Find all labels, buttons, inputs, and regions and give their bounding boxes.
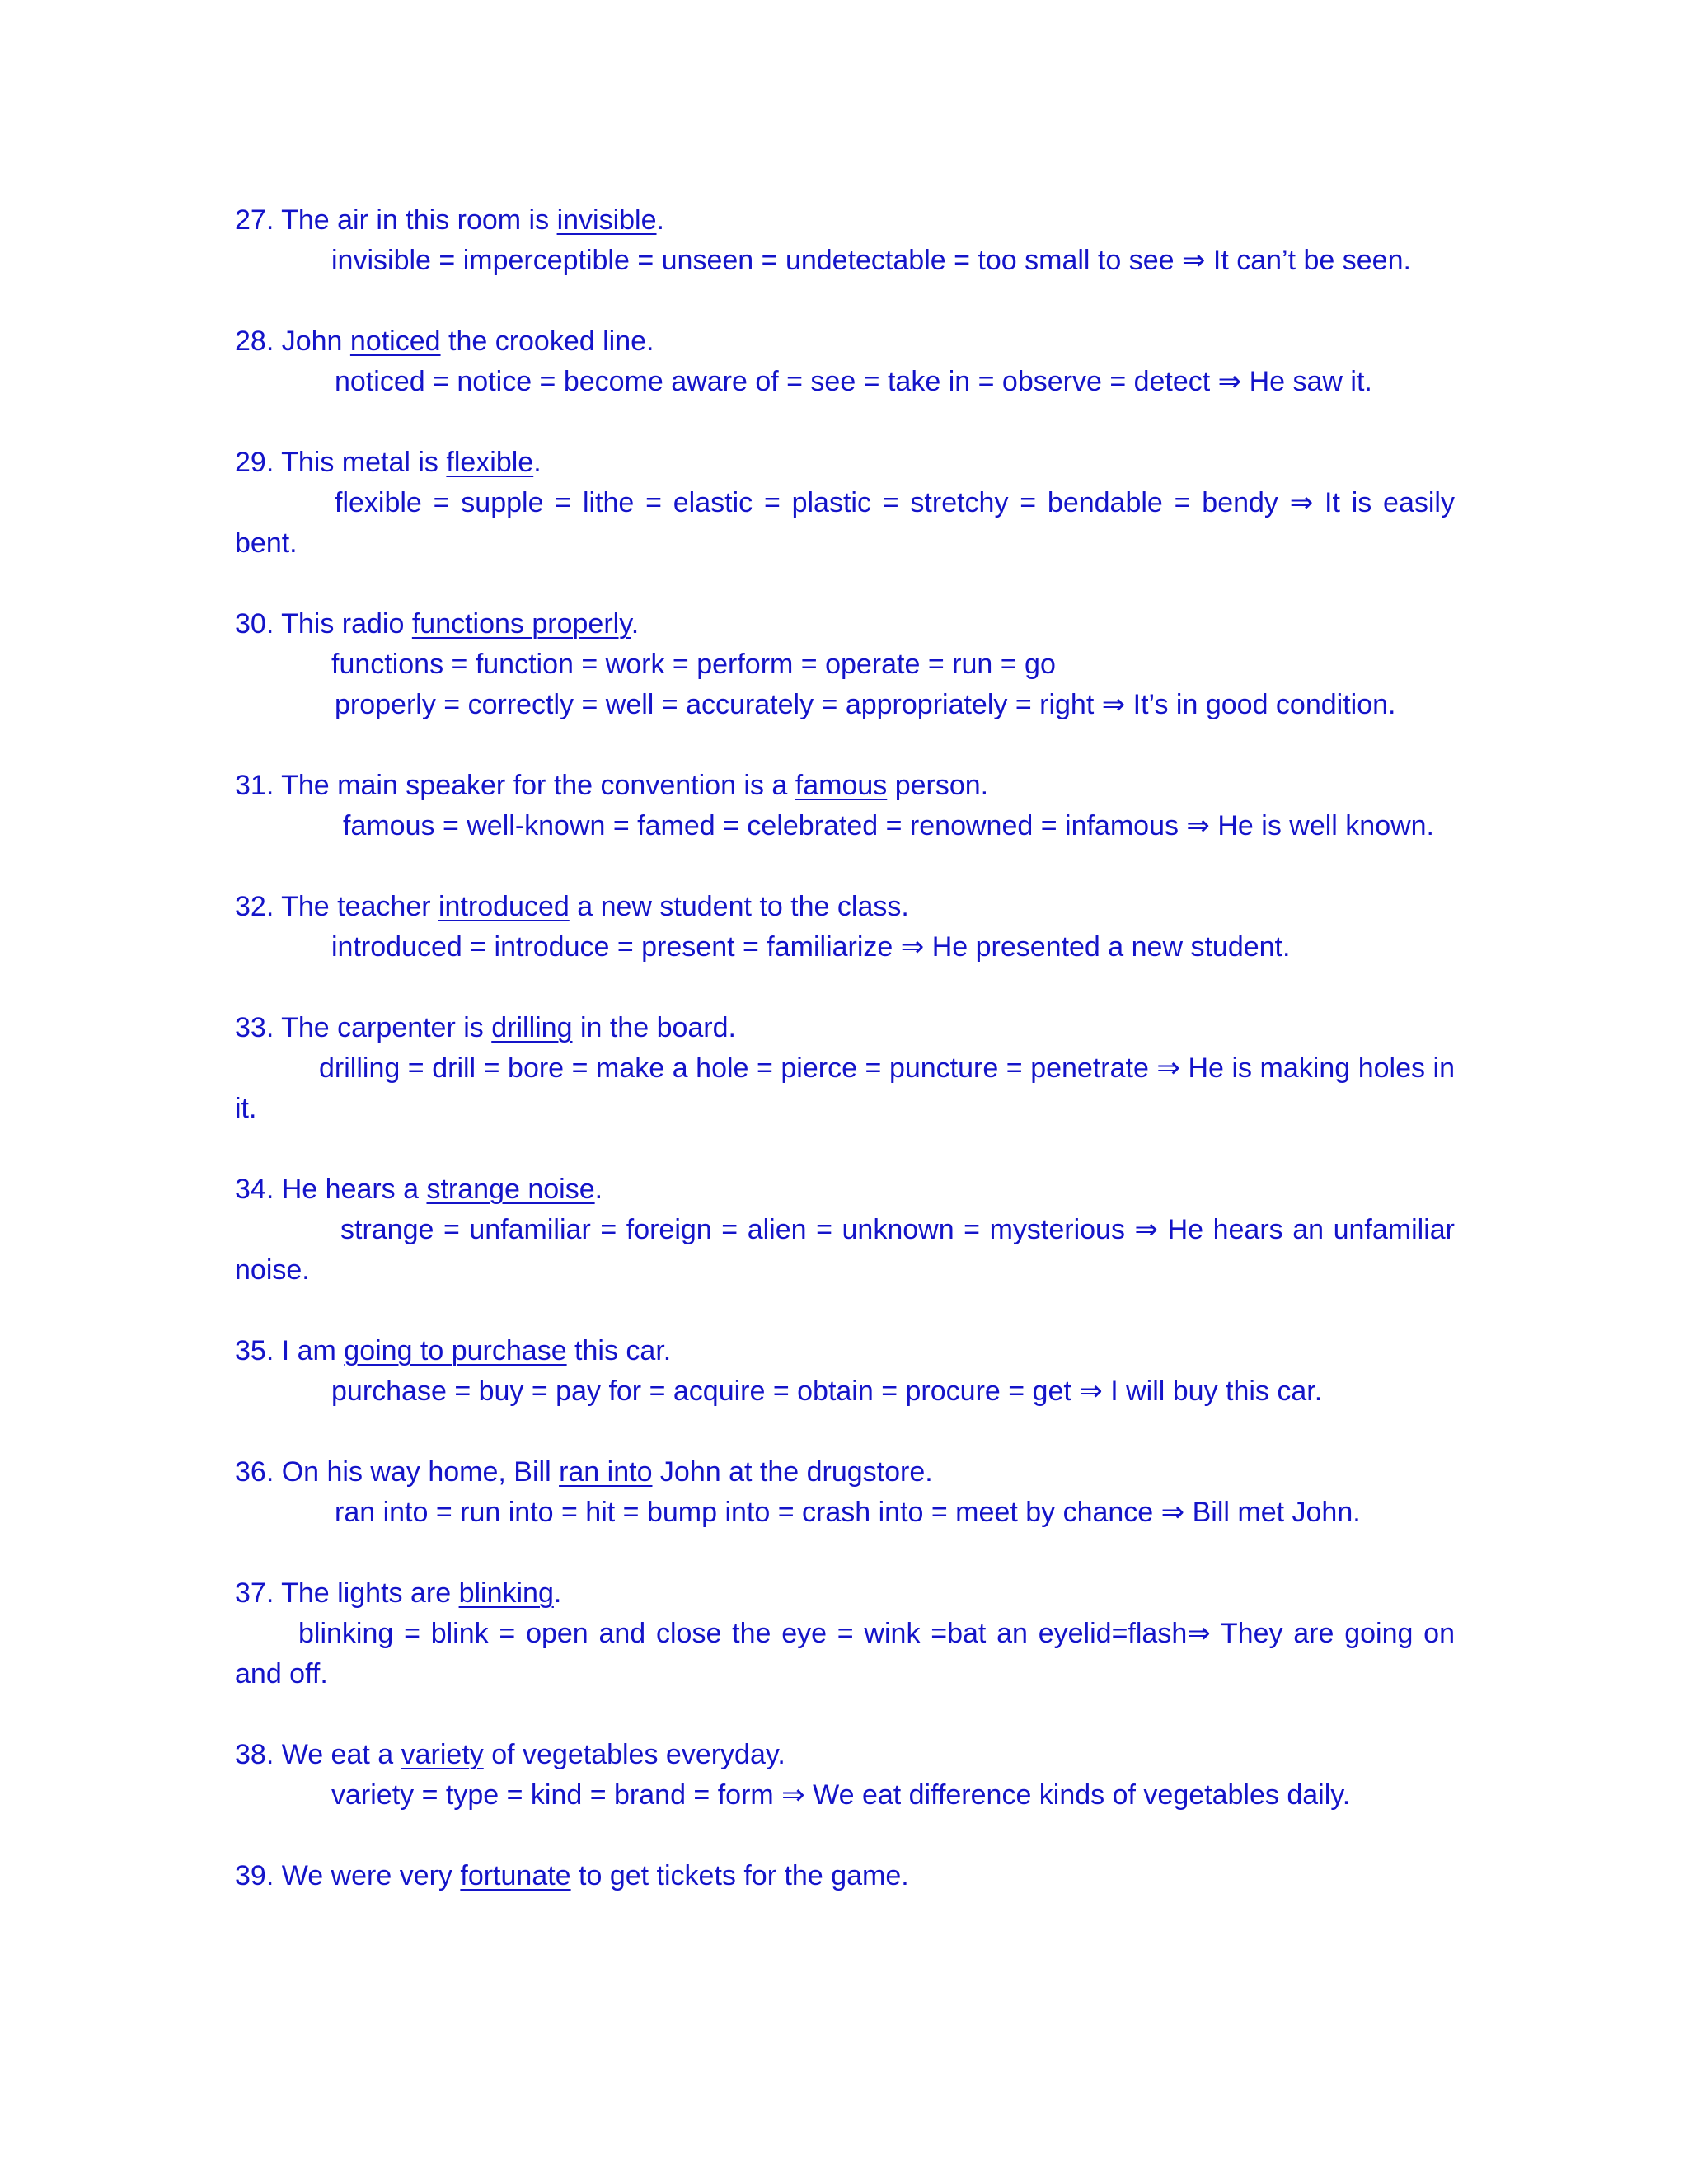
synonym-line: purchase = buy = pay for = acquire = obtain = procure = get ⇒ I will buy this car. <box>331 1376 1323 1407</box>
sentence-text: John at the drugstore. <box>652 1456 933 1488</box>
underlined-target-word: strange noise <box>426 1174 595 1205</box>
question-sentence <box>235 321 1455 362</box>
sentence-text: We eat a <box>281 1739 401 1770</box>
sentence-text: to get tickets for the game. <box>570 1860 909 1891</box>
sentence-text: this car. <box>566 1335 672 1366</box>
synonym-line: invisible = imperceptible = unseen = undetectable = too small to see ⇒ It can’t be seen. <box>331 245 1411 276</box>
question-sentence <box>235 1008 1455 1048</box>
sentence-text: This radio <box>281 608 412 640</box>
synonym-line: famous = well-known = famed = celebrated = renowned = infamous ⇒ He is well known. <box>343 810 1435 841</box>
entry-35 <box>235 1331 1455 1412</box>
sentence-text: The carpenter is <box>281 1012 492 1043</box>
entry-31 <box>235 766 1455 846</box>
entry-28 <box>235 321 1455 402</box>
question-number: 27. <box>235 204 282 236</box>
question-number: 30. <box>235 608 282 640</box>
synonym-line: blinking = blink = open and close the eye = wink =bat an eyelid=flash⇒ They are going on and off. <box>235 1618 1455 1690</box>
underlined-target-word: famous <box>795 770 888 801</box>
underlined-target-word: functions properly <box>411 608 631 640</box>
underlined-target-word: invisible <box>556 204 657 236</box>
question-sentence <box>235 1573 1455 1614</box>
question-sentence <box>235 443 1455 483</box>
question-sentence <box>235 1735 1455 1775</box>
question-number: 32. <box>235 891 282 922</box>
sentence-text: the crooked line. <box>440 326 654 357</box>
sentence-text: The lights are <box>281 1577 459 1609</box>
underlined-target-word: going to purchase <box>344 1335 567 1366</box>
underlined-target-word: blinking <box>458 1577 554 1609</box>
question-number: 33. <box>235 1012 282 1043</box>
question-sentence <box>235 887 1455 927</box>
sentence-text: person. <box>887 770 989 801</box>
entry-27 <box>235 200 1455 281</box>
sentence-text: in the board. <box>572 1012 736 1043</box>
sentence-text: The teacher <box>281 891 438 922</box>
document-page <box>235 200 1455 1937</box>
sentence-text: The main speaker for the convention is a <box>281 770 795 801</box>
question-sentence <box>235 1331 1455 1371</box>
sentence-text: The air in this room is <box>281 204 557 236</box>
underlined-target-word: fortunate <box>460 1860 571 1891</box>
sentence-text: On his way home, Bill <box>281 1456 560 1488</box>
question-number: 34. <box>235 1174 282 1205</box>
sentence-text: This metal is <box>281 447 447 478</box>
sentence-text: We were very <box>281 1860 461 1891</box>
synonym-line: flexible = supple = lithe = elastic = plastic = stretchy = bendable = bendy ⇒ It is easily bent. <box>235 487 1455 559</box>
synonym-line: strange = unfamiliar = foreign = alien = unknown = mysterious ⇒ He hears an unfamiliar noise. <box>235 1214 1455 1286</box>
sentence-text: . <box>631 608 640 640</box>
synonym-line: ran into = run into = hit = bump into = crash into = meet by chance ⇒ Bill met John. <box>335 1497 1361 1528</box>
sentence-text: . <box>553 1577 562 1609</box>
question-sentence <box>235 1856 1455 1896</box>
sentence-text: I am <box>281 1335 345 1366</box>
entry-36 <box>235 1452 1455 1533</box>
question-sentence <box>235 1452 1455 1493</box>
question-number: 36. <box>235 1456 282 1488</box>
underlined-target-word: variety <box>401 1739 484 1770</box>
synonym-line: introduced = introduce = present = familiarize ⇒ He presented a new student. <box>331 931 1291 963</box>
underlined-target-word: introduced <box>438 891 570 922</box>
question-number: 39. <box>235 1860 282 1891</box>
sentence-text: of vegetables everyday. <box>483 1739 785 1770</box>
entry-29 <box>235 443 1455 564</box>
question-number: 35. <box>235 1335 282 1366</box>
sentence-text: . <box>594 1174 603 1205</box>
question-sentence <box>235 200 1455 241</box>
question-sentence <box>235 604 1455 644</box>
synonym-line: noticed = notice = become aware of = see = take in = observe = detect ⇒ He saw it. <box>335 366 1372 397</box>
question-number: 37. <box>235 1577 282 1609</box>
question-sentence <box>235 1169 1455 1210</box>
synonym-line: variety = type = kind = brand = form ⇒ We eat difference kinds of vegetables daily. <box>331 1779 1351 1811</box>
sentence-text: . <box>533 447 542 478</box>
synonym-line: drilling = drill = bore = make a hole = pierce = puncture = penetrate ⇒ He is making holes in it. <box>235 1052 1455 1124</box>
synonym-line: properly = correctly = well = accurately = appropriately = right ⇒ It’s in good condition. <box>335 689 1396 720</box>
entry-39 <box>235 1856 1455 1896</box>
underlined-target-word: ran into <box>559 1456 653 1488</box>
underlined-target-word: flexible <box>446 447 534 478</box>
entry-32 <box>235 887 1455 968</box>
question-number: 38. <box>235 1739 282 1770</box>
synonym-line: functions = function = work = perform = operate = run = go <box>331 649 1056 680</box>
question-number: 28. <box>235 326 282 357</box>
sentence-text: . <box>656 204 664 236</box>
entry-37 <box>235 1573 1455 1694</box>
question-number: 29. <box>235 447 282 478</box>
entry-30 <box>235 604 1455 725</box>
sentence-text: John <box>281 326 350 357</box>
sentence-text: a new student to the class. <box>569 891 909 922</box>
entry-34 <box>235 1169 1455 1291</box>
sentence-text: He hears a <box>281 1174 427 1205</box>
question-number: 31. <box>235 770 282 801</box>
question-sentence <box>235 766 1455 806</box>
entry-33 <box>235 1008 1455 1129</box>
entry-38 <box>235 1735 1455 1816</box>
underlined-target-word: drilling <box>491 1012 573 1043</box>
underlined-target-word: noticed <box>349 326 441 357</box>
